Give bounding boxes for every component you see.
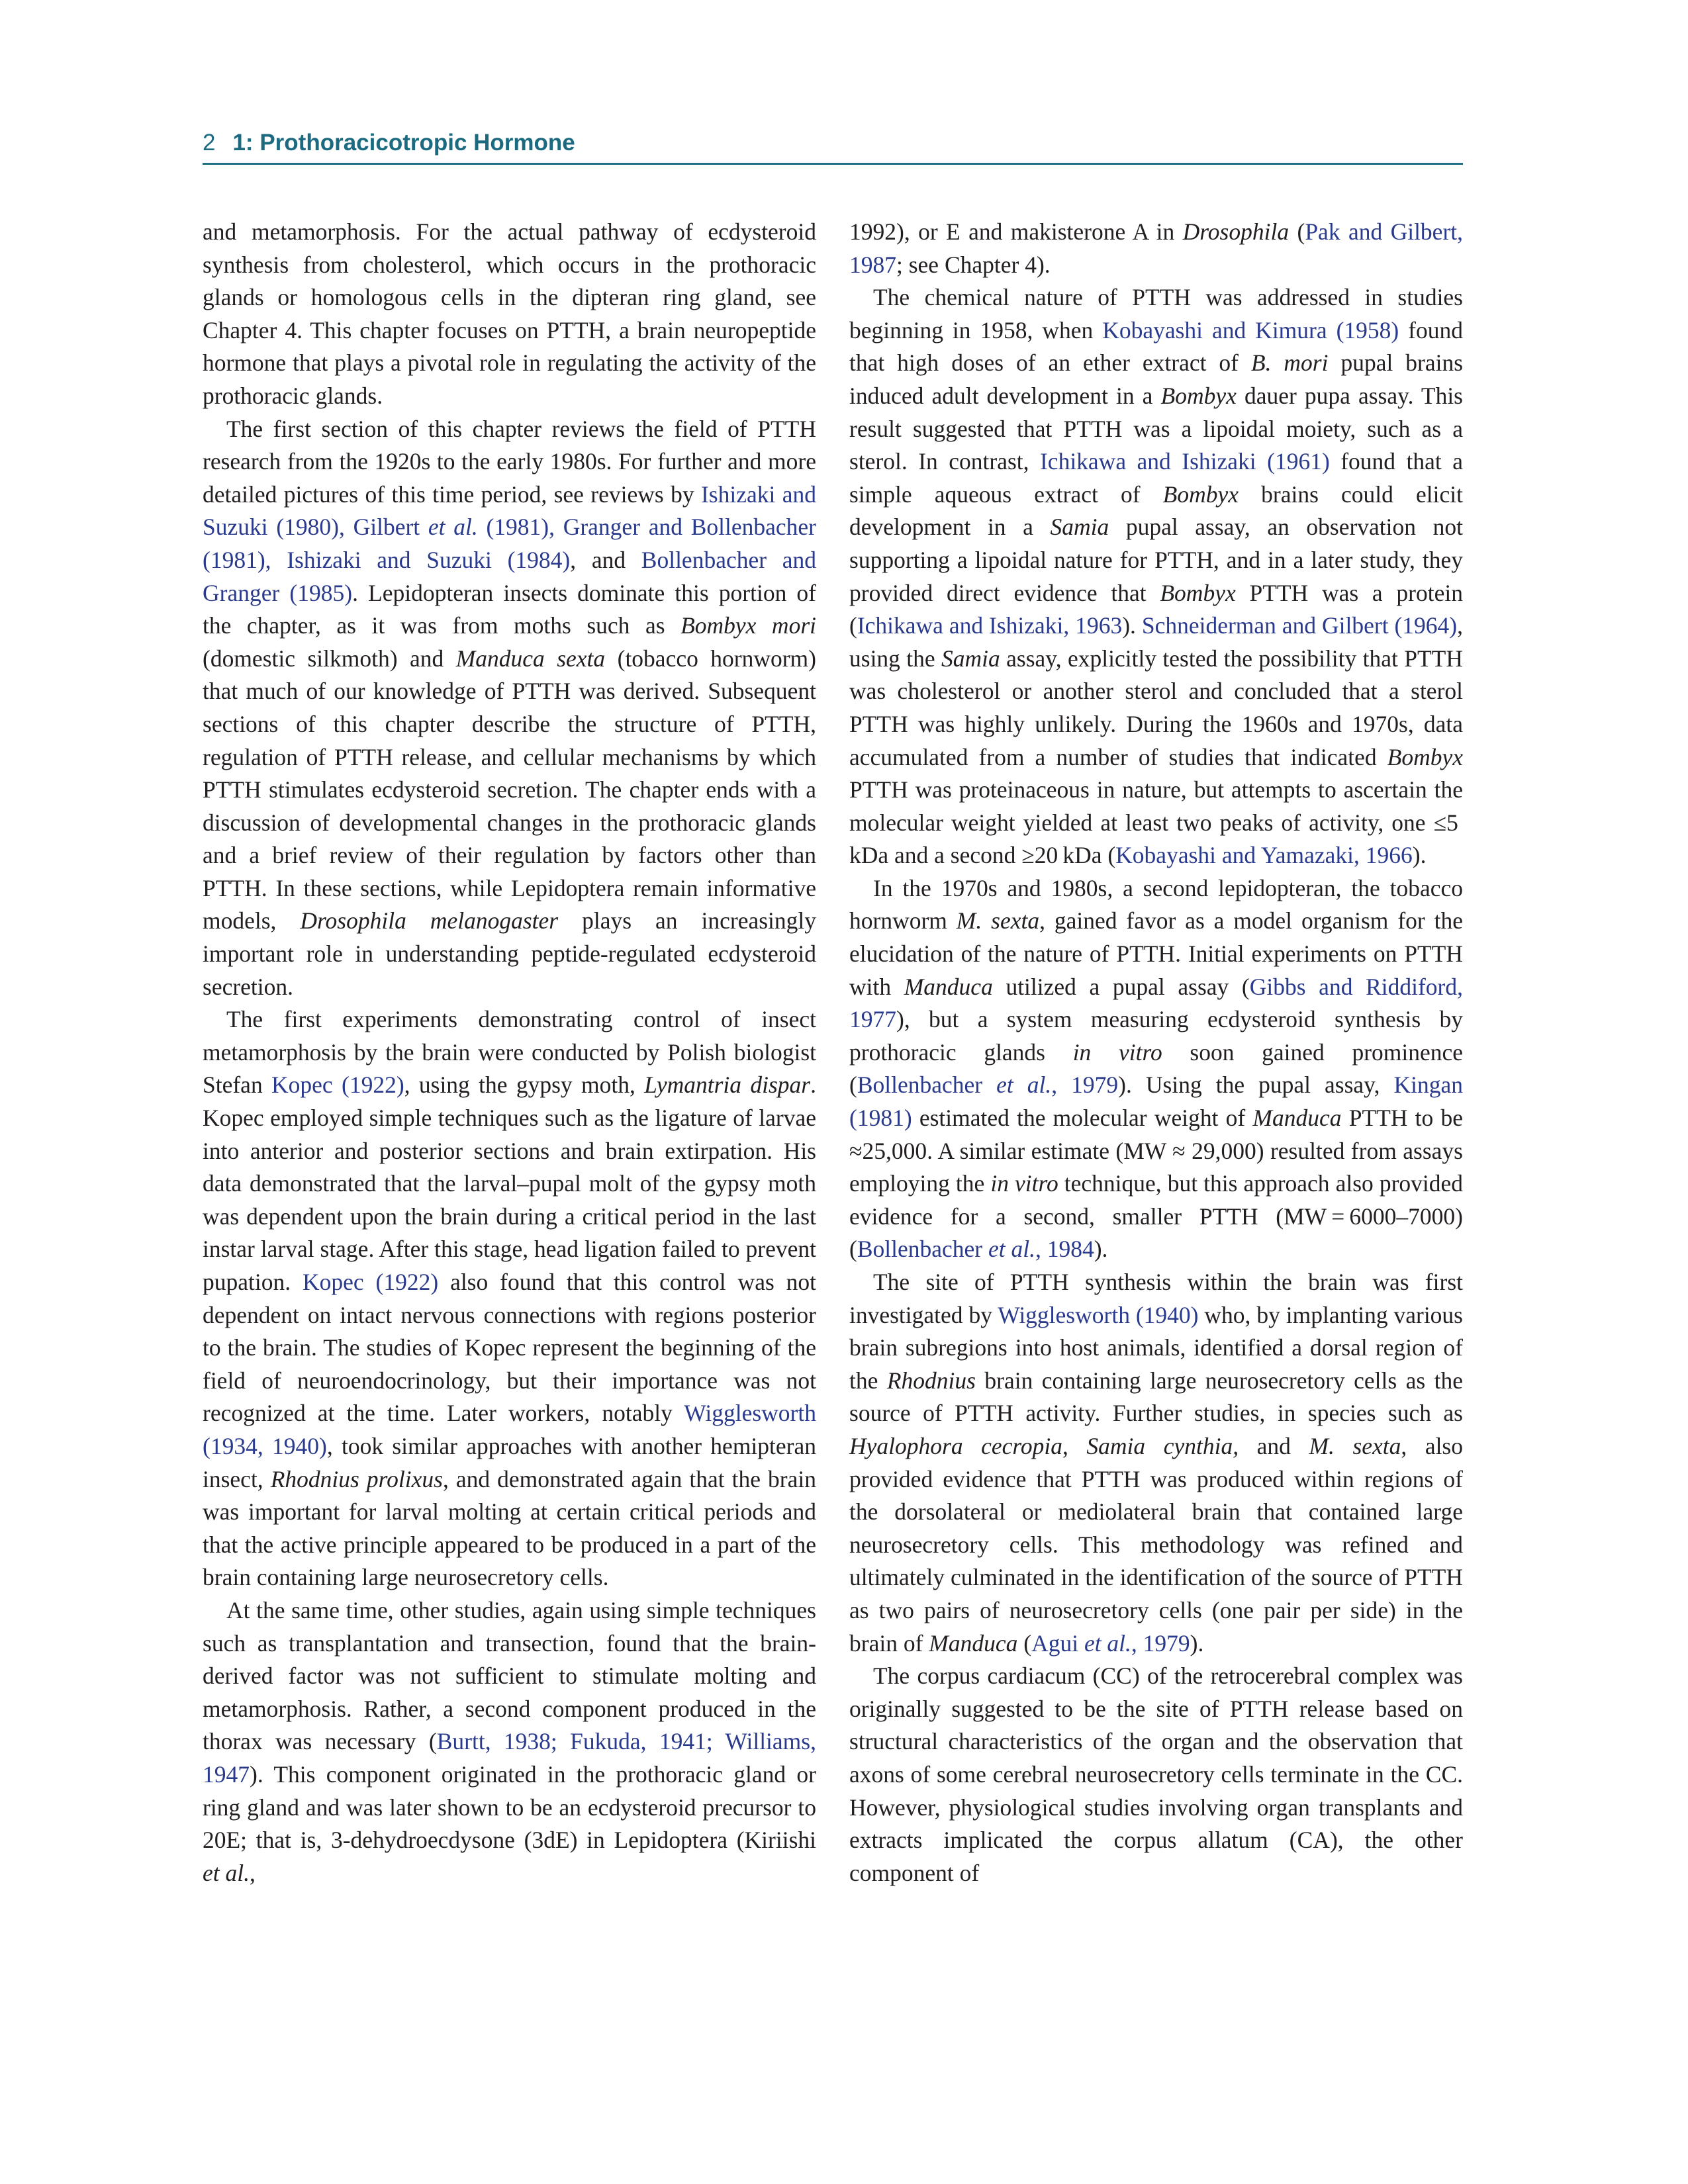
citation-link[interactable]: Kopec (1922) bbox=[271, 1071, 404, 1099]
species-name: Drosophila melanogaster bbox=[300, 907, 559, 934]
citation-link[interactable]: Gibbs and Riddiford, 1977 bbox=[849, 973, 1463, 1033]
paragraph bbox=[203, 1594, 816, 1889]
text-run: and metamorphosis. For the actual pathway of ecdysteroid synthesis from cholesterol, which occurs in the prothoracic glands or homologous cells in the dipteran ring gland, see Chapter 4. This chapter focuses on PTTH, a brain neuropeptide hormone that plays a pivotal role in regulating the activity of the prothoracic glands. bbox=[203, 218, 816, 409]
citation-link[interactable]: Kingan (1981) bbox=[849, 1071, 1464, 1132]
text-run: , using the bbox=[849, 612, 1463, 672]
text-run: The first experiments demonstrating control of insect metamorphosis by the brain were conducted by Polish biologist Stefan bbox=[203, 1006, 816, 1099]
text-run: . Lepidopteran insects dominate this portion of the chapter, as it was from moths such as bbox=[203, 579, 817, 639]
citation-link[interactable]: Bollenbacher bbox=[857, 1236, 988, 1263]
paragraph bbox=[849, 1660, 1463, 1889]
citation-link[interactable]: Kobayashi and Yamazaki, 1966 bbox=[1115, 842, 1413, 869]
text-run: ). bbox=[1190, 1629, 1204, 1657]
text-run: soon gained prominence ( bbox=[849, 1038, 1464, 1099]
species-name: Lymantria dispar bbox=[644, 1071, 811, 1099]
italic-text: in vitro bbox=[1072, 1038, 1162, 1066]
species-name: B. mori bbox=[1250, 349, 1329, 377]
text-run: estimated the molecular weight of bbox=[912, 1105, 1253, 1132]
text-run: utilized a pupal assay ( bbox=[992, 973, 1250, 1000]
text-run: ( bbox=[1289, 218, 1305, 245]
text-run: , and bbox=[570, 546, 641, 573]
text-run: ; see Chapter 4). bbox=[896, 251, 1051, 278]
text-run: brains could elicit development in a bbox=[849, 480, 1463, 541]
text-run: pupal brains induced adult development in a bbox=[849, 349, 1464, 409]
citation-link[interactable]: et al. bbox=[996, 1071, 1052, 1099]
paragraph bbox=[203, 1003, 816, 1594]
text-run: , gained favor as a model organism for the elucidation of the nature of PTTH. Initial experiments on PTTH with bbox=[849, 907, 1463, 1000]
italic-text: et al. bbox=[203, 1859, 250, 1886]
text-run: , using the gypsy moth, bbox=[404, 1071, 645, 1099]
species-name: Manduca bbox=[904, 973, 993, 1000]
species-name: M. sexta bbox=[1309, 1432, 1401, 1459]
page-number: 2 bbox=[203, 130, 216, 156]
text-run: In the 1970s and 1980s, a second lepidopteran, the tobacco hornworm bbox=[849, 874, 1463, 934]
text-run: ( bbox=[1017, 1629, 1032, 1657]
species-name: Manduca sexta bbox=[455, 645, 606, 672]
species-name: Bombyx bbox=[1387, 743, 1463, 770]
text-run: PTTH to be ≈25,000. A similar estimate (MW ≈ 29,000) resulted from assays employing the bbox=[849, 1105, 1463, 1197]
citation-link[interactable]: Agui bbox=[1031, 1629, 1084, 1657]
text-run: At the same time, other studies, again using simple techniques such as transplantation and transection, found that the brain-derived factor was not sufficient to stimulate molting and metamorphosis. Rather, a second component produced in the thorax was necessary ( bbox=[203, 1596, 816, 1755]
citation-link[interactable]: Kopec (1922) bbox=[303, 1269, 439, 1295]
text-run: found that a simple aqueous extract of bbox=[849, 448, 1463, 508]
citation-link[interactable]: , 1979 bbox=[1051, 1071, 1119, 1099]
paragraph bbox=[203, 413, 816, 1004]
citation-link[interactable]: Kobayashi and Kimura (1958) bbox=[1102, 316, 1399, 343]
text-run: plays an increasingly important role in understanding peptide-regulated ecdysteroid secretion. bbox=[203, 907, 816, 1000]
species-name: Bombyx bbox=[1160, 579, 1236, 606]
citation-link[interactable]: Ichikawa and Ishizaki, 1963 bbox=[857, 612, 1123, 639]
citation-link[interactable]: Bollenbacher and Granger (1985) bbox=[203, 546, 816, 606]
text-run: The site of PTTH synthesis within the brain was first investigated by bbox=[849, 1269, 1463, 1328]
species-name: Manduca bbox=[929, 1629, 1018, 1657]
text-run: brain containing large neurosecretory cells as the source of PTTH activity. Further studies, in species such as bbox=[849, 1367, 1463, 1427]
text-run: also found that this control was not dependent on intact nervous connections with regions posterior to the brain. The studies of Kopec represent the beginning of the field of neuroendocrinology, but their importance was not recognized at the time. Later workers, notably bbox=[203, 1269, 817, 1427]
species-name: Hyalophora cecropia bbox=[849, 1432, 1062, 1459]
text-run: PTTH was a protein ( bbox=[849, 579, 1463, 639]
citation-link[interactable]: et al. bbox=[988, 1236, 1035, 1263]
citation-link[interactable]: Wigglesworth (1940) bbox=[998, 1301, 1199, 1328]
citation-link[interactable]: Wigglesworth (1934, 1940) bbox=[203, 1400, 816, 1459]
citation-link[interactable]: , 1979 bbox=[1131, 1629, 1190, 1657]
species-name: Samia bbox=[941, 645, 1000, 672]
italic-text: in vitro bbox=[990, 1170, 1058, 1197]
text-run: The chemical nature of PTTH was addressed in studies beginning in 1958, when bbox=[849, 284, 1463, 343]
citation-link[interactable]: (1981), Granger and Bollenbacher (1981), Ishizaki and Suzuki (1984) bbox=[203, 514, 816, 573]
text-run: (domestic silkmoth) and bbox=[203, 645, 456, 672]
text-run: The corpus cardiacum (CC) of the retrocerebral complex was originally suggested to be the site of PTTH release based on structural characteristics of the organ and the observation that axons of some cerebral neurosecretory cells terminate in the CC. However, physiological studies involving organ transplants and extracts implicated the corpus allatum (CA), the other component of bbox=[849, 1662, 1463, 1886]
species-name: M. sexta bbox=[956, 907, 1040, 934]
species-name: Rhodnius bbox=[886, 1367, 976, 1394]
species-name: Rhodnius prolixus bbox=[270, 1465, 443, 1492]
text-run: , and demonstrated again that the brain was important for larval molting at certain critical periods and that the active principle appeared to be produced in a part of the brain containing large neurosecretory cells. bbox=[203, 1465, 816, 1591]
text-run: dauer pupa assay. This result suggested that PTTH was a lipoidal moiety, such as a sterol. In contrast, bbox=[849, 382, 1463, 475]
text-run: found that high doses of an ether extract of bbox=[849, 316, 1463, 377]
text-run: ). This component originated in the prothoracic gland or ring gland and was later shown to be an ecdysteroid precursor to 20E; that is, 3-dehydroecdysone (3dE) in Lepidoptera (Kiriishi bbox=[203, 1760, 816, 1854]
text-run: , bbox=[1062, 1432, 1087, 1459]
text-run: (tobacco hornworm) that much of our knowledge of PTTH was derived. Subsequent sections of this chapter describe the structure of PTTH, regulation of PTTH release, and cellular mechanisms by which PTTH stimulates ecdysteroid secretion. The chapter ends with a discussion of developmental changes in the prothoracic glands and a brief review of their regulation by factors other than PTTH. In these sections, while Lepidoptera remain informative models, bbox=[203, 645, 816, 934]
species-name: Samia bbox=[1050, 514, 1109, 541]
citation-link[interactable]: Schneiderman and Gilbert (1964) bbox=[1141, 612, 1458, 639]
text-run: technique, but this approach also provided evidence for a second, smaller PTTH (MW = 6000–7000) ( bbox=[849, 1170, 1464, 1263]
citation-link[interactable]: Ichikawa and Ishizaki (1961) bbox=[1039, 448, 1330, 475]
species-name: Bombyx bbox=[1160, 382, 1237, 409]
citation-link[interactable]: et al. bbox=[428, 514, 478, 541]
species-name: Bombyx mori bbox=[680, 612, 816, 639]
text-run: , also provided evidence that PTTH was produced within regions of the dorsolateral or mediolateral brain that contained large neurosecretory cells. This methodology was refined and ultimately culminated in the identification of the source of PTTH as two pairs of neurosecretory cells (one pair per side) in the brain of bbox=[849, 1432, 1463, 1657]
paragraph bbox=[849, 872, 1463, 1266]
citation-link[interactable]: Bollenbacher bbox=[857, 1071, 997, 1099]
citation-link[interactable]: Burtt, 1938; Fukuda, 1941; Williams, 1947 bbox=[203, 1728, 816, 1788]
text-run: ). bbox=[1412, 842, 1427, 869]
text-run: PTTH was proteinaceous in nature, but attempts to ascertain the molecular weight yielded at least two peaks of activity, one ≤5 kDa and a second ≥20 kDa ( bbox=[849, 776, 1463, 869]
paragraph bbox=[203, 216, 816, 413]
species-name: Drosophila bbox=[1182, 218, 1289, 245]
chapter-title: 1: Prothoracicotropic Hormone bbox=[232, 130, 575, 156]
text-run: assay, explicitly tested the possibility that PTTH was cholesterol or another sterol and concluded that a sterol PTTH was highly unlikely. During the 1960s and 1970s, data accumulated from a number of studies that indicated bbox=[849, 645, 1463, 770]
citation-link[interactable]: Pak and Gilbert, 1987 bbox=[849, 218, 1463, 278]
text-run: The first section of this chapter reviews the field of PTTH research from the 1920s to the early 1980s. For further and more detailed pictures of this time period, see reviews by bbox=[203, 415, 816, 508]
species-name: Bombyx bbox=[1162, 480, 1239, 508]
text-run: who, by implanting various brain subregions into host animals, identified a dorsal region of the bbox=[849, 1301, 1463, 1394]
text-run: , bbox=[249, 1859, 256, 1886]
text-run: pupal assay, an observation not supporting a lipoidal nature for PTTH, and in a later study, they provided direct evidence that bbox=[849, 514, 1463, 606]
paragraph bbox=[849, 281, 1463, 872]
species-name: Manduca bbox=[1252, 1105, 1342, 1132]
left-column bbox=[203, 216, 816, 1889]
text-run: 1992), or E and makisterone A in bbox=[849, 218, 1183, 245]
citation-link[interactable]: , 1984 bbox=[1035, 1236, 1094, 1263]
text-run: and bbox=[1239, 1432, 1309, 1459]
citation-link[interactable]: et al. bbox=[1084, 1629, 1131, 1657]
running-head bbox=[203, 130, 1463, 165]
citation-link[interactable]: Ishizaki and Suzuki (1980), Gilbert bbox=[203, 480, 816, 541]
paragraph bbox=[849, 216, 1463, 281]
right-column bbox=[849, 216, 1463, 1889]
text-run: . Kopec employed simple techniques such as the ligature of larvae into anterior and posterior sections and brain extirpation. His data demonstrated that the larval–pupal molt of the gypsy moth was dependent upon the brain during a critical period in the last instar larval stage. After this stage, head ligation failed to prevent pupation. bbox=[203, 1071, 816, 1295]
species-name: Samia cynthia, bbox=[1086, 1432, 1239, 1459]
text-run: ), but a system measuring ecdysteroid synthesis by prothoracic glands bbox=[849, 1006, 1463, 1066]
paragraph bbox=[849, 1266, 1463, 1660]
text-run: ). Using the pupal assay, bbox=[1118, 1071, 1394, 1099]
text-run: ). bbox=[1094, 1236, 1108, 1263]
text-run: , took similar approaches with another hemipteran insect, bbox=[203, 1432, 816, 1492]
text-run: ). bbox=[1122, 612, 1142, 639]
